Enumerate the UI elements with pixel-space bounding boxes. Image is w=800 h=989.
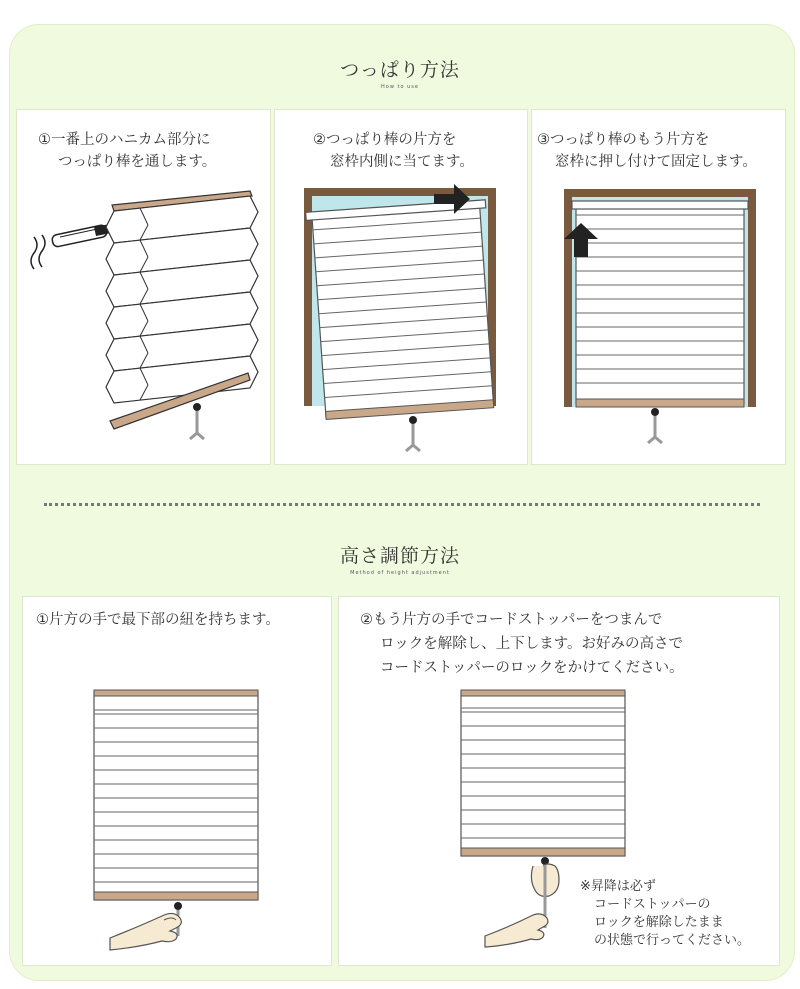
window-tilted-shade-illustration	[300, 180, 500, 460]
caution-note-line3: ロックを解除したまま	[594, 915, 724, 930]
height-step2-caption-line1: ②もう片方の手でコードストッパーをつまんで	[360, 612, 663, 628]
height-step2-caption-line3: コードストッパーのロックをかけてください。	[380, 660, 684, 676]
section-subtitle-usage: How to use	[381, 84, 419, 90]
height-step1-caption: ①片方の手で最下部の紐を持ちます。	[36, 612, 280, 628]
step3-caption-line1: ③つっぱり棒のもう片方を	[537, 132, 710, 148]
section-title-usage: つっぱり方法	[340, 59, 460, 81]
section-subtitle-height: Method of height adjustment	[350, 570, 450, 576]
caution-note-line2: コードストッパーの	[594, 897, 711, 912]
height-step2-caption-line2: ロックを解除し、上下します。お好みの高さで	[380, 636, 684, 652]
hold-cord-illustration	[90, 688, 270, 958]
honeycomb-rod-illustration	[22, 185, 267, 455]
step2-caption-line1: ②つっぱり棒の片方を	[313, 132, 457, 148]
section-title-height: 高さ調節方法	[339, 545, 460, 567]
section-divider	[44, 503, 760, 506]
caution-note-line1: ※昇降は必ず	[580, 879, 656, 894]
step1-caption-line1: ①一番上のハニカム部分に	[38, 132, 211, 148]
caution-note-line4: の状態で行ってください。	[594, 933, 751, 948]
window-fixed-shade-illustration	[560, 185, 760, 450]
step1-caption-line2: つっぱり棒を通します。	[58, 154, 217, 170]
step2-caption-line2: 窓枠内側に当てます。	[330, 154, 474, 170]
step3-caption-line2: 窓枠に押し付けて固定します。	[555, 154, 757, 170]
